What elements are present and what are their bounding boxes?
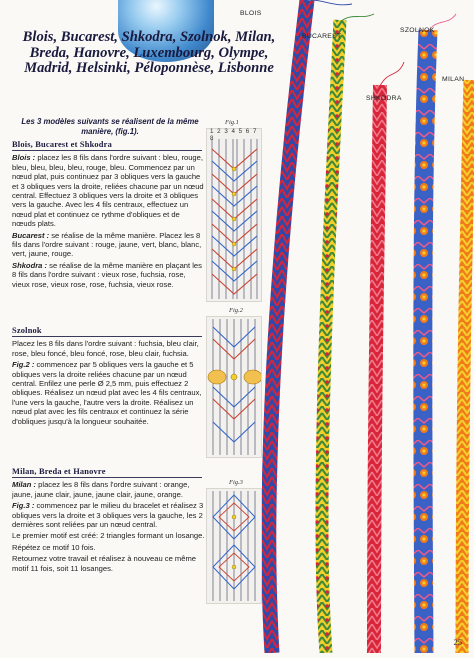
paragraph: [12, 554, 205, 573]
paragraph-lead: Fig.3 :: [12, 501, 35, 511]
paragraph: [12, 543, 205, 552]
paragraph: [12, 261, 205, 289]
bracelets-photo: [240, 0, 474, 653]
bracelet-milan: [462, 80, 470, 653]
paragraph: [12, 360, 205, 426]
paragraph: [12, 231, 205, 259]
bracelet-label-milan: MILAN: [442, 76, 465, 83]
bracelet-label-shkodra: SHKODRA: [366, 95, 402, 102]
paragraph-text: se réalise de la même manière. Placez les 8 fils dans l'ordre suivant : rouge, jaune, vert, blanc, blanc, vert, jaune, rouge.: [12, 230, 202, 259]
paragraph: [12, 501, 205, 529]
paragraph: [12, 153, 205, 228]
section-milan: [12, 467, 205, 575]
paragraph-text: placez les 8 fils dans l'ordre suivant : bleu, rouge, bleu, bleu, bleu, bleu, rouge, bleu. Commencez par un nœud plat, puis continuez par 3 obliques vers la gauche et 3 obliques vers la droite, reliées chacune par un nœud central. Effectuez 3 obliques vers la droite et 3 obliques vers la gauche. Avec les 4 fils centraux, effectuez un nœud plat et continuez ce rythme d'obliques et de nœuds plats.: [12, 153, 204, 229]
knot-chart: [207, 489, 261, 603]
paragraph-text: commencez par le milieu du bracelet et réalisez 3 obliques vers la droite et 3 obliques vers la gauche, les 2 dernières sont reliées par un nœud central.: [12, 501, 204, 530]
section-divider: [12, 336, 202, 337]
paragraph-text: Répétez ce motif 10 fois.: [12, 542, 96, 552]
paragraph-lead: Bucarest :: [12, 230, 50, 240]
bracelet-szolnok: [423, 30, 428, 653]
figure-1-diagram: [206, 119, 262, 302]
bracelet-bucarest: [322, 20, 340, 653]
paragraph-text: Le premier motif est créé: 2 triangles formant un losange.: [12, 531, 205, 541]
bracelet-blois: [269, 0, 307, 653]
knot-chart: [207, 129, 261, 301]
bracelet-shkodra: [374, 85, 380, 653]
section-szolnok: [12, 326, 205, 428]
paragraph: [12, 339, 205, 358]
bracelet-label-blois: BLOIS: [240, 10, 262, 17]
section-heading: Milan, Breda et Hanovre: [12, 467, 106, 476]
paragraph-text: placez les 8 fils dans l'ordre suivant : orange, jaune, jaune clair, jaune, jaune clair, jaune, orange.: [12, 480, 190, 499]
intro-text: Les 3 modèles suivants se réalisent de la même manière, (fig.1).: [21, 117, 199, 136]
section-divider: [12, 150, 202, 151]
page-number: 25: [453, 637, 462, 647]
page-title: Blois, Bucarest, Shkodra, Szolnok, Milan, Breda, Hanovre, Luxembourg, Olympe, Madrid, Helsinki, Péloponnèse, Lisbonne: [22, 29, 276, 76]
section-heading: Blois, Bucarest et Shkodra: [12, 140, 112, 149]
section-heading: Szolnok: [12, 326, 42, 335]
thread-numbers: 1 2 3 4 5 6 7 8: [210, 128, 258, 142]
paragraph-text: commencez par 5 obliques vers la gauche et 5 obliques vers la droite reliées chacune par un nœud central. Enfilez une perle Ø 2,5 mm, puis effectuez 2 obliques. Réalisez un nœud plat avec les 4 fils centraux, l'une vers la gauche, l'autre vers la droite. Réalisez un nœud plat avec les fils centraux et continuez la série d'obliques jusqu'à la longueur souhaitée.: [12, 360, 202, 426]
figure-label: Fig.1: [225, 119, 239, 126]
bracelet-label-bucarest: BUCAREST: [302, 33, 342, 40]
paragraph-text: Placez les 8 fils dans l'ordre suivant : fuchsia, bleu clair, rose, bleu foncé, bleu foncé, rose, bleu clair, fuchsia.: [12, 339, 199, 358]
paragraph-text: Retournez votre travail et réalisez à nouveau ce même motif 11 fois, soit 11 losanges.: [12, 554, 197, 573]
paragraph-text: se réalise de la même manière en plaçant les 8 fils dans l'ordre suivant : vieux rose, fuchsia, rose, vieux rose, vieux rose, rose, fuchsia, vieux rose.: [12, 260, 202, 289]
paragraph: [12, 531, 205, 540]
figure-2-diagram: [206, 307, 262, 458]
knot-chart: [207, 317, 261, 457]
paragraph: [12, 480, 205, 499]
section-divider: [12, 477, 202, 478]
paragraph-lead: Blois :: [12, 153, 36, 163]
section-blois: [12, 140, 205, 291]
paragraph-lead: Shkodra :: [12, 260, 48, 270]
figure-label: Fig.2: [229, 307, 243, 314]
paragraph-lead: Milan :: [12, 480, 37, 490]
figure-label: Fig.3: [229, 479, 243, 486]
bracelet-label-szolnok: SZOLNOK: [400, 27, 435, 34]
figure-3-diagram: [206, 479, 262, 604]
paragraph-lead: Fig.2 :: [12, 360, 35, 370]
